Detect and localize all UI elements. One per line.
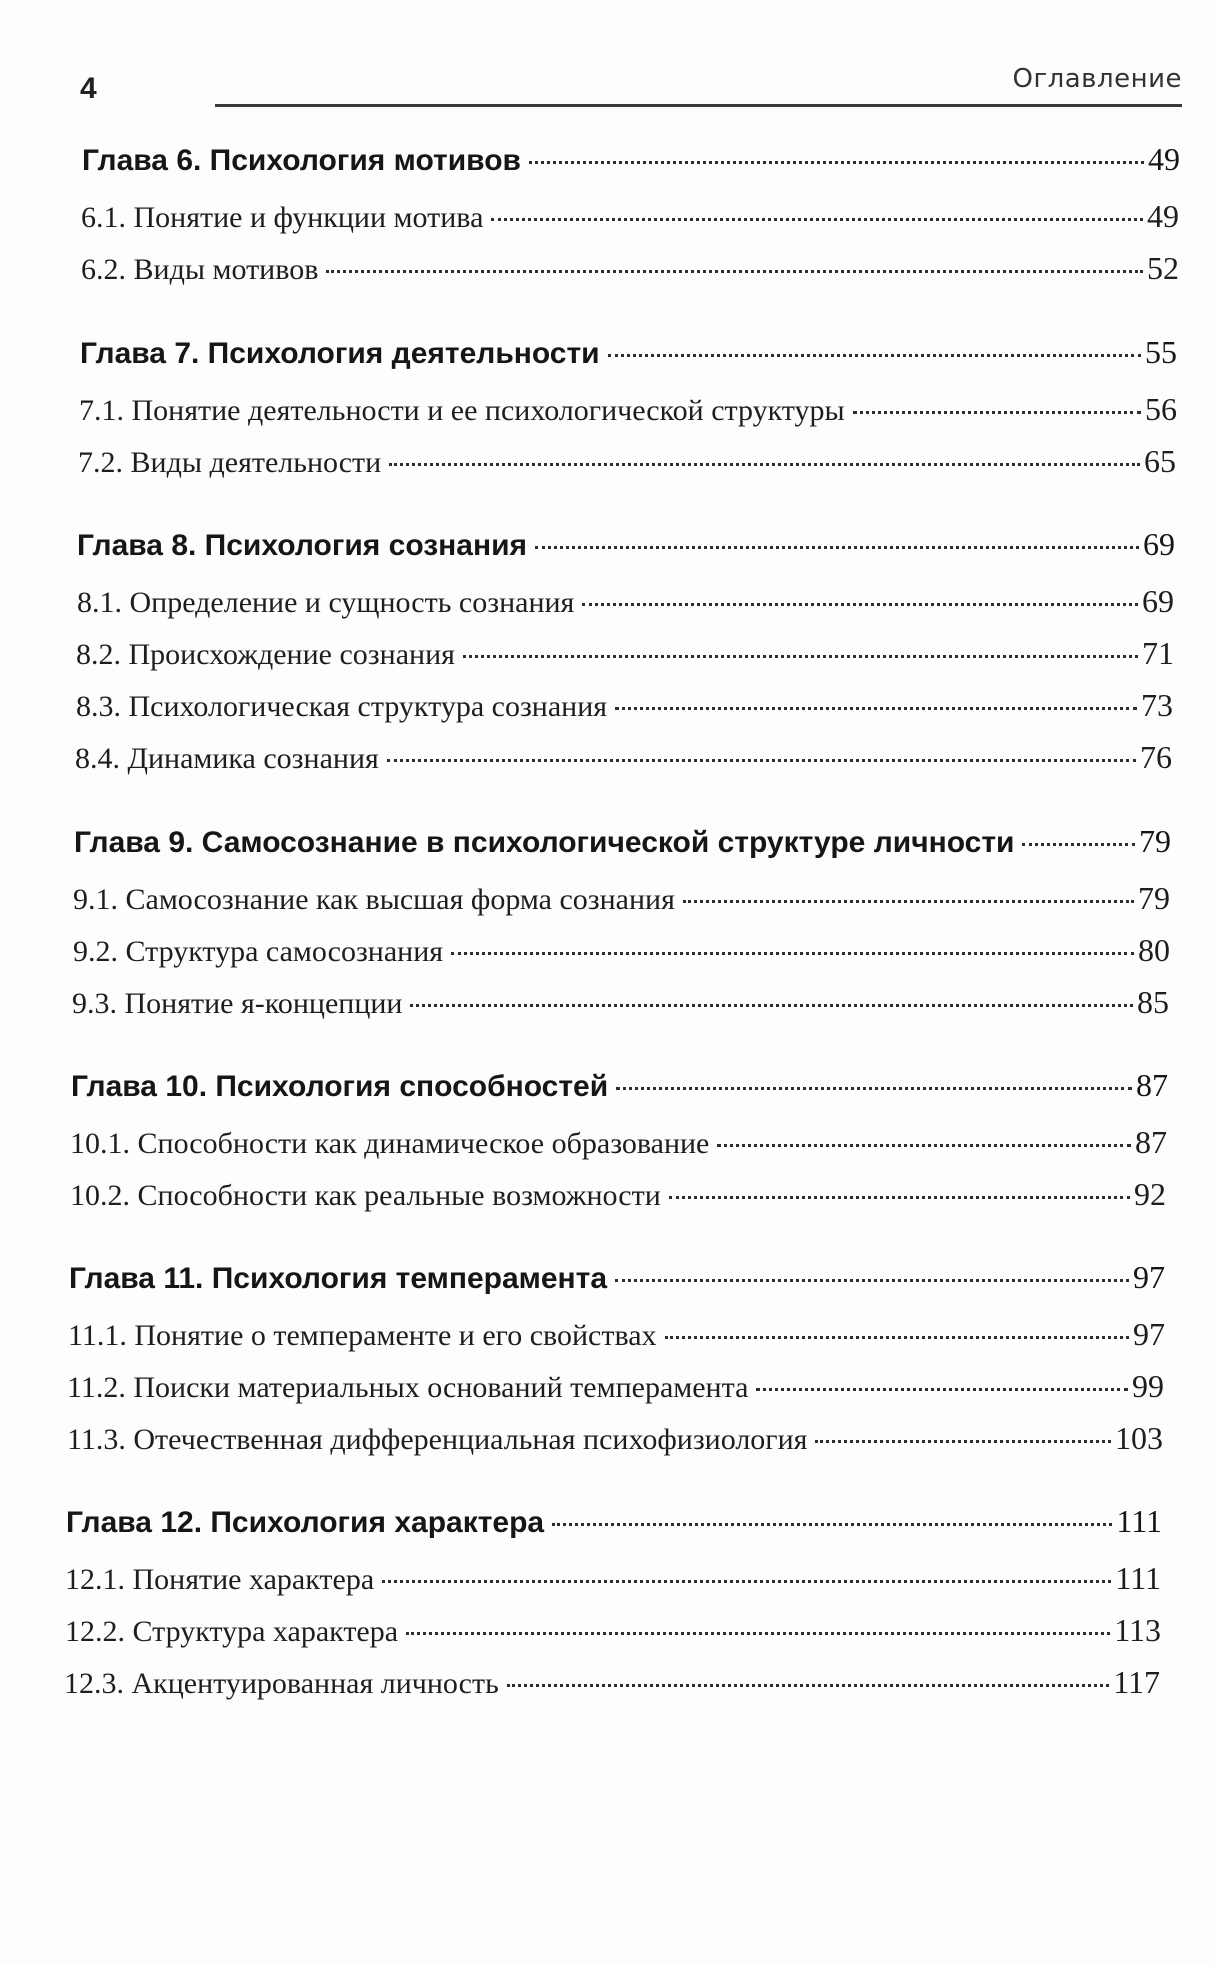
- toc-entry-title: 11.1. Понятие о темпераменте и его свойствах: [68, 1319, 657, 1352]
- dot-leader: [582, 603, 1138, 606]
- toc-entry-page-number: 111: [1116, 1503, 1162, 1539]
- toc-entry-title: 8.3. Психологическая структура сознания: [76, 690, 608, 723]
- dot-leader: [665, 1336, 1129, 1339]
- dot-leader: [451, 952, 1134, 955]
- toc-entry-title: Глава 11. Психология темперамента: [69, 1262, 608, 1295]
- dot-leader: [491, 218, 1143, 221]
- toc-entry-title: 9.1. Самосознание как высшая форма сознания: [73, 883, 675, 916]
- dot-leader: [326, 270, 1143, 273]
- toc-chapter-entry: [69, 1259, 1165, 1296]
- toc-section-entry: [64, 1664, 1160, 1701]
- toc-section-entry: [73, 932, 1170, 969]
- toc-entry-title: 11.2. Поиски материальных оснований темперамента: [67, 1371, 749, 1404]
- toc-entry-page-number: 117: [1113, 1664, 1160, 1700]
- toc-entry-title: 12.3. Акцентуированная личность: [64, 1667, 499, 1700]
- dot-leader: [507, 1684, 1109, 1687]
- dot-leader: [683, 900, 1134, 903]
- dot-leader: [389, 463, 1140, 466]
- dot-leader: [853, 411, 1141, 414]
- toc-entry-page-number: 49: [1148, 141, 1180, 177]
- toc-entry-title: 8.4. Динамика сознания: [75, 742, 379, 775]
- page-number: 4: [80, 72, 97, 105]
- toc-entry-title: Глава 6. Психология мотивов: [82, 144, 521, 177]
- toc-chapter-entry: [77, 526, 1175, 563]
- toc-section-entry: [81, 250, 1179, 287]
- toc-entry-page-number: 56: [1145, 391, 1177, 427]
- toc-section-entry: [68, 1316, 1165, 1353]
- toc-entry-page-number: 52: [1147, 250, 1179, 286]
- toc-entry-title: Глава 10. Психология способностей: [71, 1070, 609, 1103]
- toc-entry-page-number: 69: [1142, 583, 1174, 619]
- toc-section-entry: [76, 635, 1174, 672]
- toc-entry-title: Глава 12. Психология характера: [66, 1506, 545, 1539]
- dot-leader: [463, 655, 1138, 658]
- toc-entry-page-number: 113: [1114, 1612, 1161, 1648]
- toc-entry-page-number: 73: [1141, 687, 1173, 723]
- dot-leader: [406, 1632, 1110, 1635]
- running-header-title: Оглавление: [1012, 64, 1182, 94]
- toc-entry-title: 6.1. Понятие и функции мотива: [81, 201, 484, 234]
- toc-section-entry: [65, 1560, 1161, 1597]
- toc-entry-page-number: 55: [1145, 334, 1177, 370]
- toc-section-entry: [72, 984, 1169, 1021]
- dot-leader: [535, 546, 1139, 549]
- toc-chapter-entry: [66, 1503, 1162, 1540]
- dot-leader: [552, 1523, 1112, 1526]
- toc-section-entry: [70, 1124, 1167, 1161]
- dot-leader: [387, 759, 1136, 762]
- toc-entry-title: 12.2. Структура характера: [65, 1615, 399, 1648]
- toc-entry-title: 7.1. Понятие деятельности и ее психологической структуры: [79, 394, 845, 427]
- toc-entry-page-number: 76: [1140, 739, 1172, 775]
- toc-section-entry: [67, 1420, 1163, 1457]
- toc-entry-page-number: 49: [1147, 198, 1179, 234]
- toc-section-entry: [67, 1368, 1164, 1405]
- toc-entry-page-number: 80: [1138, 932, 1170, 968]
- dot-leader: [410, 1004, 1133, 1007]
- toc-entry-title: 9.2. Структура самосознания: [73, 935, 444, 968]
- toc-entry-page-number: 79: [1139, 823, 1171, 859]
- toc-entry-title: 8.2. Происхождение сознания: [76, 638, 455, 671]
- toc-entry-title: Глава 7. Психология деятельности: [80, 337, 600, 370]
- toc-section-entry: [76, 687, 1173, 724]
- dot-leader: [669, 1196, 1130, 1199]
- toc-entry-page-number: 79: [1138, 880, 1170, 916]
- toc-entry-title: 10.1. Способности как динамическое образование: [70, 1127, 710, 1160]
- toc-entry-title: 12.1. Понятие характера: [65, 1563, 375, 1596]
- dot-leader: [717, 1144, 1131, 1147]
- toc-section-entry: [70, 1176, 1166, 1213]
- dot-leader: [616, 1087, 1132, 1090]
- toc-chapter-entry: [71, 1067, 1168, 1104]
- toc-entry-page-number: 103: [1115, 1420, 1163, 1456]
- toc-entry-title: 11.3. Отечественная дифференциальная психофизиология: [67, 1423, 808, 1456]
- toc-chapter-entry: [82, 141, 1180, 178]
- dot-leader: [382, 1580, 1111, 1583]
- toc-section-entry: [79, 391, 1177, 428]
- dot-leader: [615, 707, 1137, 710]
- toc-section-entry: [81, 198, 1179, 235]
- toc-entry-page-number: 65: [1144, 443, 1176, 479]
- toc-entry-title: 9.3. Понятие я-концепции: [72, 987, 403, 1020]
- toc-section-entry: [75, 739, 1172, 776]
- toc-entry-page-number: 92: [1134, 1176, 1166, 1212]
- toc-section-entry: [77, 583, 1174, 620]
- dot-leader: [615, 1279, 1129, 1282]
- dot-leader: [815, 1440, 1111, 1443]
- toc-entry-title: Глава 8. Психология сознания: [77, 529, 528, 562]
- toc-entry-page-number: 85: [1137, 984, 1169, 1020]
- toc-entry-page-number: 69: [1143, 526, 1175, 562]
- toc-entry-title: 8.1. Определение и сущность сознания: [77, 586, 575, 619]
- toc-section-entry: [78, 443, 1176, 480]
- toc-entry-page-number: 87: [1136, 1067, 1168, 1103]
- toc-section-entry: [65, 1612, 1161, 1649]
- dot-leader: [529, 161, 1144, 164]
- dot-leader: [756, 1388, 1128, 1391]
- toc-entry-page-number: 87: [1135, 1124, 1167, 1160]
- toc-entry-page-number: 97: [1133, 1316, 1165, 1352]
- toc-entry-title: 6.2. Виды мотивов: [81, 253, 319, 286]
- toc-entry-title: Глава 9. Самосознание в психологической структуре личности: [74, 826, 1015, 859]
- toc-chapter-entry: [74, 823, 1171, 860]
- toc-entry-page-number: 71: [1142, 635, 1174, 671]
- toc-chapter-entry: [80, 334, 1177, 371]
- toc-entry-title: 10.2. Способности как реальные возможности: [70, 1179, 661, 1212]
- dot-leader: [608, 354, 1141, 357]
- toc-entry-title: 7.2. Виды деятельности: [78, 446, 382, 479]
- toc-entry-page-number: 99: [1132, 1368, 1164, 1404]
- toc-entry-page-number: 97: [1133, 1259, 1165, 1295]
- dot-leader: [1022, 843, 1135, 846]
- toc-section-entry: [73, 880, 1170, 917]
- toc-entry-page-number: 111: [1115, 1560, 1161, 1596]
